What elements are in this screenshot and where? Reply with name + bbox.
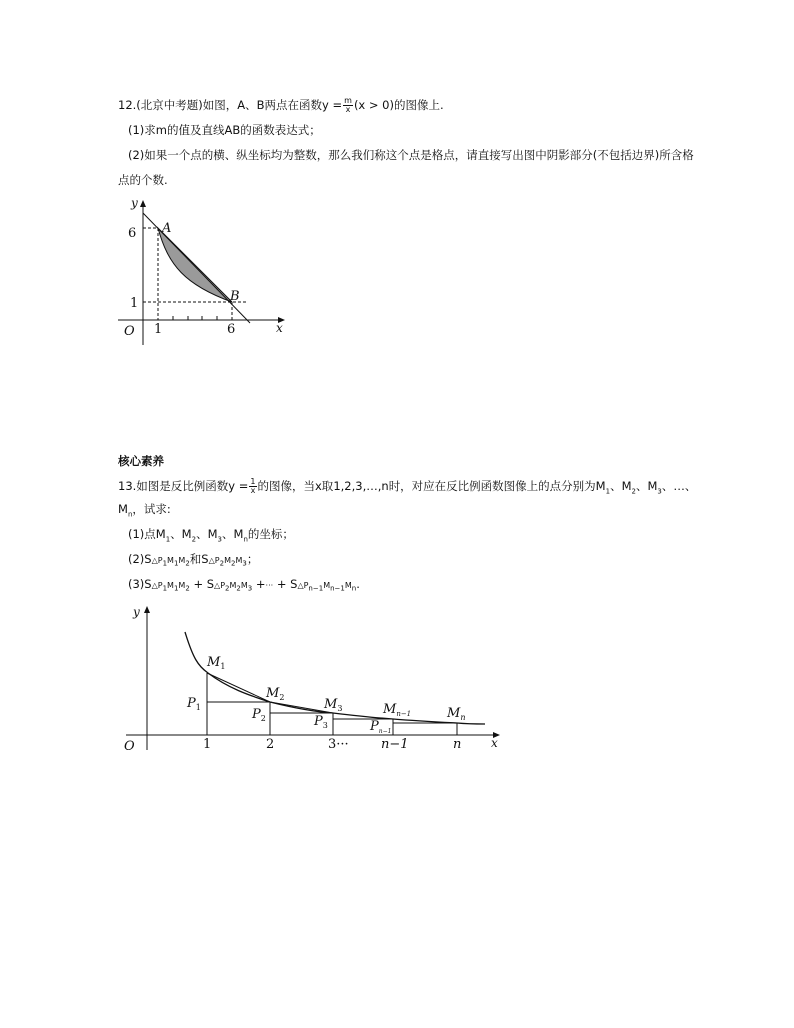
q13-x-label: x	[491, 736, 498, 750]
q13-func-num: 1	[250, 477, 256, 486]
q13-figure	[118, 600, 508, 760]
q13-label-m3-text: M	[324, 697, 338, 712]
q13-sub: 1	[162, 559, 168, 568]
q13-sub: 2	[230, 559, 236, 568]
q13-func-y: y =	[228, 479, 249, 493]
q13-sub: 2	[185, 584, 190, 593]
q12-line-ab	[143, 213, 250, 323]
q13-label-sub: 1	[220, 662, 226, 671]
q13-y-arrow-icon	[144, 606, 150, 613]
q13-label-mn-text: M	[447, 706, 461, 721]
q13-part2-sub2: $\triangle P_2M_2M_3$	[208, 556, 247, 568]
q13-part3-sub1: $\triangle P_1M_1M_2$	[151, 581, 190, 593]
q13-sub: 2	[225, 584, 230, 593]
q13-line2-tail: ，试求:	[132, 502, 171, 516]
q13-tick-n: n	[453, 737, 462, 752]
q13-part3-sub3: $\triangle P_{n-1}M_{n-1}M_n$	[297, 581, 357, 593]
q13-label-sub: 3	[322, 721, 328, 730]
q13-label-sub: 1	[195, 703, 201, 712]
q12-x-label: x	[276, 321, 283, 335]
q13-tick-3: 3···	[328, 737, 349, 752]
q12-y-tick-1: 1	[130, 296, 139, 311]
q13-label-pn1	[369, 719, 391, 735]
q12-func-cond: (x > 0)	[353, 98, 394, 112]
q13-part3: $(3)S\triangle P_1M_1M_2$ + $S\triangle P_2M_2M_3$ +··· + $S\triangle P_{n-1}M_{n-1}M_n$.	[128, 577, 360, 593]
q12-stem-suffix: 的图像上.	[393, 98, 444, 112]
q13-label-sub: n−1	[396, 710, 412, 718]
q13-label-m1	[206, 655, 225, 671]
q13-stem-suffix: 时，对应在反比例函数图像上的点分别为M	[388, 479, 606, 493]
q13-label-p2	[251, 707, 266, 723]
q13-sub: 3	[657, 487, 662, 496]
q13-label-p3	[313, 714, 328, 730]
q13-sub: n−1	[330, 584, 345, 593]
q13-label-sub: n	[460, 713, 466, 722]
q13-sub: n	[243, 535, 248, 544]
q13-sub: 1	[605, 487, 611, 496]
q12-part2-line2: 点的个数.	[118, 173, 168, 187]
section-title: 核心素养	[118, 454, 164, 468]
q12-point-b-label: B	[230, 289, 240, 304]
q13-label-pn1-text: P	[370, 719, 379, 734]
q13-part3-sub2: $\triangle P_2M_2M_3$	[214, 581, 253, 593]
q13-label-sub: 2	[260, 714, 266, 723]
q13-label-p1	[186, 696, 201, 712]
q13-sub: 1	[173, 559, 179, 568]
q12-func-y: y =	[322, 98, 343, 112]
q12-func-den: x	[345, 105, 351, 114]
q13-y-label: y	[133, 605, 140, 619]
q13-line2-m: M	[118, 502, 128, 516]
q13-label-p2-text: P	[252, 707, 261, 722]
q13-sub: 3	[247, 584, 253, 593]
q12-func-num: m	[344, 96, 352, 105]
q13-points-tail: 、M	[610, 479, 632, 493]
q13-chord-m1-m2	[207, 673, 270, 702]
q13-label-p3-text: P	[314, 714, 323, 729]
q13-tick-2: 2	[266, 737, 275, 752]
q13-label-sub: 2	[279, 693, 285, 702]
q13-sub: 1	[165, 535, 171, 544]
q13-stem: 13.如图是反比例函数y = $\frac{1}{x}$ 的图像，当x取1,2,3,…,n时，对应在反比例函数图像上的点分别为$M_1$、$M_2$、$M_3$、…、	[118, 477, 697, 496]
q12-part1: (1)求m的值及直线AB的函数表达式；	[128, 123, 321, 137]
q13-part3-dots: ···	[265, 581, 274, 590]
q13-sub: n−1	[308, 584, 324, 593]
q13-origin-label: O	[124, 739, 135, 754]
q12-figure	[110, 195, 300, 350]
q12-x-tick-1: 1	[154, 322, 163, 337]
q13-sub: 2	[185, 559, 190, 568]
q12-shaded-region	[158, 228, 232, 302]
q12-ticks	[173, 316, 217, 320]
q13-part1: (1)点$M_1$、$M_2$、$M_3$、$M_n$的坐标；	[128, 527, 294, 544]
q12-x-tick-6: 6	[227, 322, 236, 337]
q13-label-mn	[446, 706, 465, 722]
q13-label-mn1-text: M	[383, 702, 397, 717]
q13-sub: 2	[191, 535, 197, 544]
q13-label-m2	[265, 686, 284, 702]
q13-label-p1-text: P	[187, 696, 196, 711]
q13-sub: n	[127, 510, 133, 519]
q13-label-m1-text: M	[207, 655, 221, 670]
q13-label-sub: n−1	[378, 728, 392, 735]
q13-stem-mid: 的图像，当x取	[257, 479, 334, 493]
q13-label-mn1	[382, 702, 411, 718]
q13-sub: 2	[236, 584, 241, 593]
q12-y-label: y	[131, 196, 138, 210]
q12-origin-label: O	[124, 324, 135, 339]
q12-part2-line1: (2)如果一个点的横、纵坐标均为整数，那么我们称这个点是格点，请直接写出图中阴影部分(不包括边界)所含格	[128, 148, 694, 162]
q13-sub: 3	[217, 535, 222, 544]
q13-tick-n1: n−1	[381, 737, 409, 752]
q13-sub: 1	[162, 584, 168, 593]
q13-sub: 3	[242, 559, 247, 568]
q13-part1-tail: 的坐标；	[247, 527, 294, 541]
q12-point-a-label: A	[162, 221, 172, 236]
q12-y-tick-6: 6	[128, 226, 137, 241]
q13-func-frac	[249, 478, 256, 495]
q13-part2-text: (2)S	[128, 552, 152, 566]
q12-stem	[118, 97, 444, 114]
q12-stem-prefix: 12.(北京中考题)如图，A、B两点在函数	[118, 98, 323, 112]
q13-func-den: x	[250, 486, 256, 495]
q13-label-sub: 3	[337, 704, 343, 713]
q13-stem-prefix: 13.如图是反比例函数	[118, 479, 229, 493]
q13-tick-1: 1	[203, 737, 212, 752]
q13-stem-line2	[118, 501, 171, 522]
q12-func-frac	[343, 97, 353, 114]
q13-label-m2-text: M	[266, 686, 280, 701]
q12-y-arrow-icon	[140, 200, 146, 207]
q13-values: 1,2,3,…,n	[333, 479, 389, 493]
q13-sub: 1	[173, 584, 179, 593]
q13-part1-text: (1)点M	[128, 527, 166, 541]
q13-sub: 2	[219, 559, 225, 568]
q13-label-m3	[323, 697, 342, 713]
q13-sub: 2	[631, 487, 636, 496]
q13-sub: n	[351, 584, 357, 593]
q13-part2-sub: $\triangle P_1M_1M_2$	[151, 556, 190, 568]
q13-part3-text: (3)S	[128, 577, 152, 591]
q13-part2: $(2)S\triangle P_1M_1M_2$和$S\triangle P_2M_2M_3$；	[128, 552, 259, 568]
